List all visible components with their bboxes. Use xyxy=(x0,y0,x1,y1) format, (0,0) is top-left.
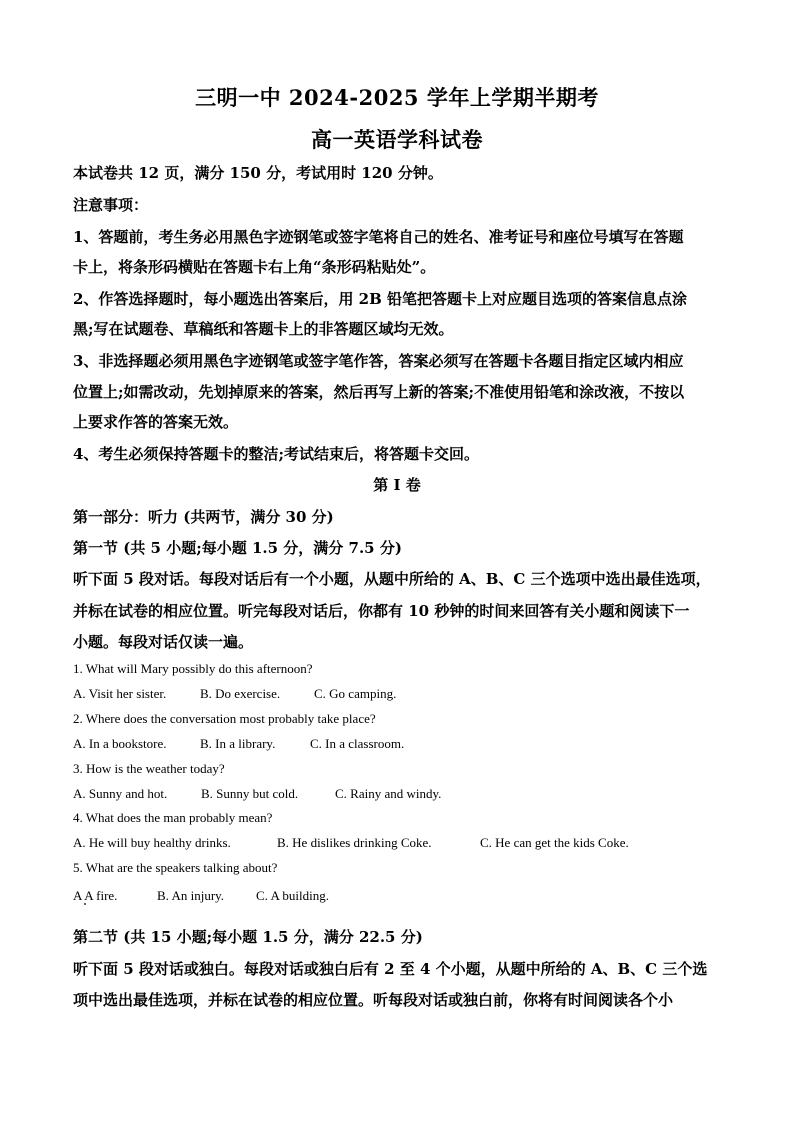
question-2: 2. Where does the conversation most probably take place? xyxy=(73,711,376,726)
option-c: C. A building. xyxy=(256,888,329,903)
notice-item-1: 1、答题前，考生务必用黑色字迹钢笔或签字笔将自己的姓名、准考证号和座位号填写在答题 xyxy=(73,228,684,246)
section1-instructions: 听下面 5 段对话。每段对话后有一个小题，从题中所给的 A、B、C 三个选项中选出最佳选项， xyxy=(73,570,711,588)
question-3-options xyxy=(73,785,723,803)
notice-item-3: 3、非选择题必须用黑色字迹钢笔或签字笔作答，答案必须写在答题卡各题目指定区域内相应 xyxy=(73,352,684,370)
notice-item-3-cont: 位置上;如需改动，先划掉原来的答案，然后再写上新的答案;不准使用铅笔和涂改液，不按以 xyxy=(73,383,685,401)
option-c: C. He can get the kids Coke. xyxy=(480,835,629,850)
question-1: 1. What will Mary possibly do this afternoon? xyxy=(73,661,313,676)
option-a: A. Visit her sister. xyxy=(73,686,167,701)
option-b: B. He dislikes drinking Coke. xyxy=(277,835,432,850)
part1-heading: 第一部分：听力 (共两节，满分 30 分) xyxy=(73,508,334,526)
question-2-options xyxy=(73,735,723,753)
exam-intro: 本试卷共 12 页，满分 150 分，考试用时 120 分钟。 xyxy=(73,164,443,182)
notice-item-4: 4、考生必须保持答题卡的整洁;考试结束后，将答题卡交回。 xyxy=(73,445,479,463)
notice-item-3-cont2: 上要求作答的答案无效。 xyxy=(73,413,239,431)
volume-heading: 第 I 卷 xyxy=(373,476,421,494)
question-5-options xyxy=(73,887,723,905)
option-a: A. In a bookstore. xyxy=(73,736,167,751)
section1-heading: 第一节 (共 5 小题;每小题 1.5 分，满分 7.5 分) xyxy=(73,539,402,557)
section2-instructions-cont: 项中选出最佳选项，并标在试卷的相应位置。听每段对话或独白前，你将有时间阅读各个小 xyxy=(73,991,674,1009)
question-3: 3. How is the weather today? xyxy=(73,761,225,776)
option-b: B. An injury. xyxy=(157,888,225,903)
option-c: C. In a classroom. xyxy=(310,736,405,751)
question-1-options xyxy=(73,685,723,703)
section2-instructions: 听下面 5 段对话或独白。每段对话或独白后有 2 至 4 个小题，从题中所给的 A、B、C 三个选 xyxy=(73,960,708,978)
notice-heading: 注意事项： xyxy=(73,196,149,214)
option-a: A. Sunny and hot. xyxy=(73,786,168,801)
notice-item-2-cont: 黑;写在试题卷、草稿纸和答题卡上的非答题区域均无效。 xyxy=(73,320,454,338)
ink-dot xyxy=(84,903,86,905)
section1-instructions-cont: 并标在试卷的相应位置。听完每段对话后，你都有 10 秒钟的时间来回答有关小题和阅读下一 xyxy=(73,602,690,620)
option-c: C. Go camping. xyxy=(314,686,397,701)
section1-instructions-cont2: 小题。每段对话仅读一遍。 xyxy=(73,633,254,651)
notice-item-1-cont: 卡上，将条形码横贴在答题卡右上角“条形码粘贴处”。 xyxy=(73,258,436,276)
notice-item-2: 2、作答选择题时，每小题选出答案后，用 2B 铅笔把答题卡上对应题目选项的答案信息点涂 xyxy=(73,290,688,308)
option-a: A A fire. xyxy=(73,888,118,903)
option-b: B. Sunny but cold. xyxy=(201,786,299,801)
option-c: C. Rainy and windy. xyxy=(335,786,442,801)
question-5: 5. What are the speakers talking about? xyxy=(73,860,278,875)
exam-subtitle: 高一英语学科试卷 xyxy=(311,127,483,152)
question-4-options xyxy=(73,834,723,852)
option-b: B. In a library. xyxy=(200,736,276,751)
option-b: B. Do exercise. xyxy=(200,686,281,701)
option-a: A. He will buy healthy drinks. xyxy=(73,835,231,850)
exam-title: 三明一中 2024-2025 学年上学期半期考 xyxy=(195,85,599,110)
question-4: 4. What does the man probably mean? xyxy=(73,810,273,825)
section2-heading: 第二节 (共 15 小题;每小题 1.5 分，满分 22.5 分) xyxy=(73,928,423,946)
